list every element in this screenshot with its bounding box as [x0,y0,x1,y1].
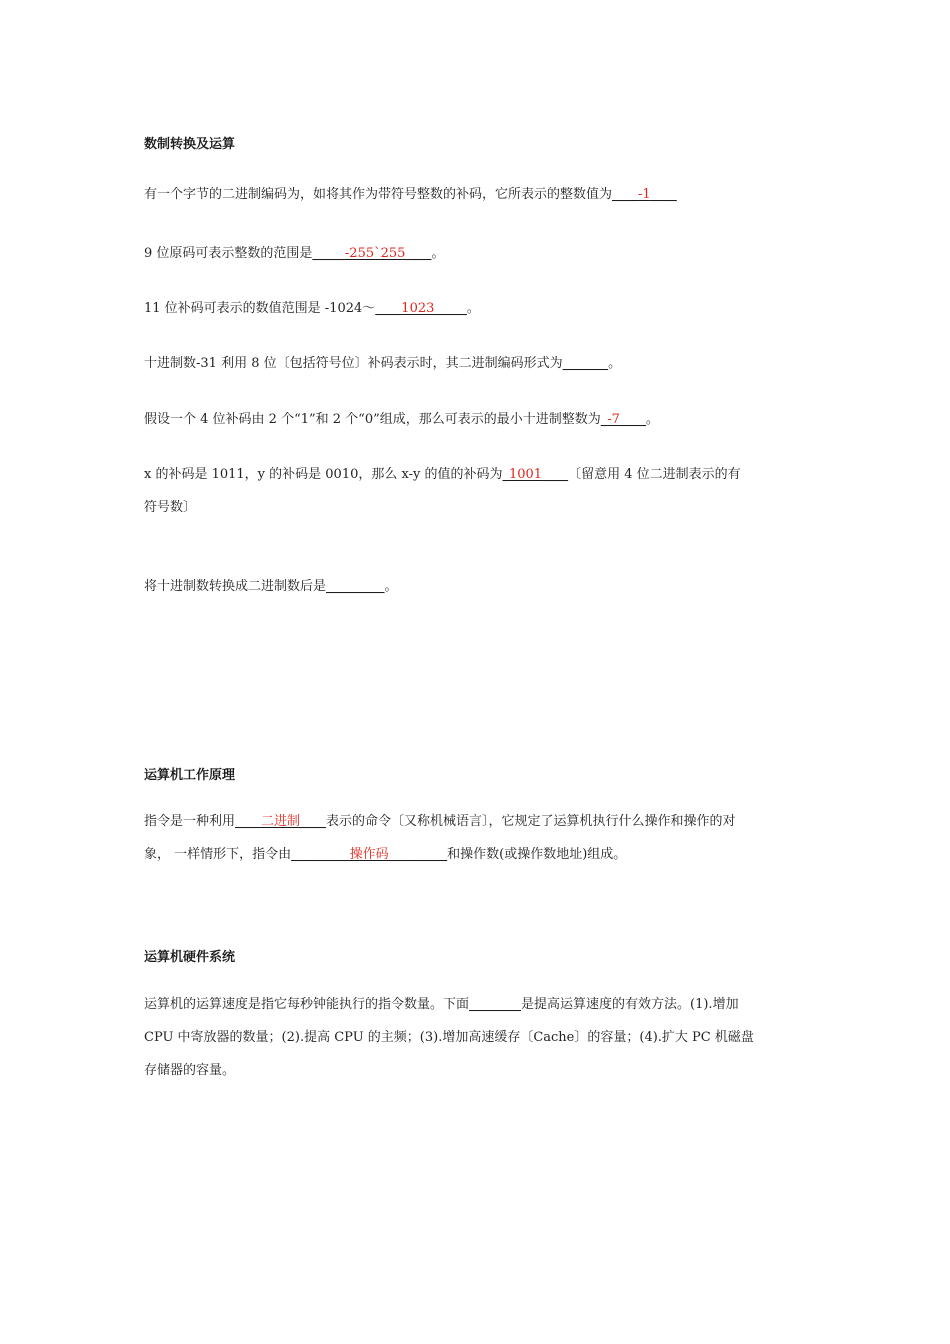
blank: ____ [619,412,646,427]
answer-text: 1001 [508,467,543,482]
blank: _________ [326,579,385,594]
question-line [144,458,812,491]
question-text: 9 位原码可表示整数的范围是 [144,246,313,261]
question-6 [144,458,812,524]
answer-text: 1023 [401,301,435,316]
blank: _________ [291,847,350,862]
blank: ____ [542,467,569,482]
answer-text: -1 [638,187,651,202]
question-text: 将十进制数转换成二进制数后是 [144,579,327,594]
question-text: 假设一个 4 位补码由 2 个“1”和 2 个“0”组成，那么可表示的最小十进制整数为 [144,412,601,427]
question-3 [144,292,812,325]
question-text: x 的补码是 1011，y 的补码是 0010，那么 x-y 的值的补码为 [144,467,503,482]
blank: _____ [312,246,345,261]
question-text: 。 [384,579,398,594]
question-instruction [144,805,812,871]
question-text: 〔留意用 4 位二进制表示的有 [568,467,741,482]
section-title-computer-principles: 运算机工作原理 [144,768,236,783]
section-title-number-systems: 数制转换及运算 [144,137,236,152]
question-text: 。 [466,301,480,316]
blank: _______ [562,356,609,371]
question-line [144,838,812,871]
question-text: 有一个字节的二进制编码为，如将其作为带符号整数的补码，它所表示的整数值为 [144,187,613,202]
question-line: CPU 中寄放器的数量；(2).提高 CPU 的主频；(3).增加高速缓存〔Cache〕的容量；(4).扩大 PC 机磁盘 [144,1030,754,1045]
question-2 [144,237,812,270]
question-1 [144,178,812,211]
question-line: 存储器的容量。 [144,1063,236,1078]
blank: _________ [388,847,448,862]
answer-text: -255`255 [344,246,406,261]
blank: ____ [650,187,677,202]
section-title-hardware-system: 运算机硬件系统 [144,950,236,965]
answer-text: 二进制 [261,814,301,829]
question-text: 十进制数-31 利用 8 位〔包括符号位〕补码表示时，其二进制编码形式为 [144,356,563,371]
question-speed [144,988,812,1087]
answer-text: 操作码 [349,847,389,862]
blank: _ [502,467,509,482]
blank: ____ [375,301,402,316]
question-4 [144,347,812,380]
answer-text: -7 [607,412,620,427]
blank: _ [600,412,608,427]
question-7 [144,570,812,603]
question-text: 是提高运算速度的有效方法。(1).增加 [521,997,739,1012]
blank: ____ [612,187,639,202]
question-text: 。 [645,412,659,427]
blank: ________ [469,997,522,1012]
question-text: 表示的命令〔又称机械语言〕，它规定了运算机执行什么操作和操作的对 [326,814,736,829]
blank: ____ [300,814,327,829]
blank: ____ [235,814,262,829]
blank: ____ [405,246,432,261]
question-line: 符号数〕 [144,500,197,515]
question-5 [144,403,812,436]
question-text: 运算机的运算速度是指它每秒钟能执行的指令数量。下面 [144,997,470,1012]
question-line [144,805,812,838]
blank: _____ [434,301,467,316]
question-line [144,988,812,1021]
question-text: 。 [431,246,445,261]
question-text: 和操作数(或操作数地址)组成。 [447,847,627,862]
question-text: 指令是一种利用 [144,814,236,829]
question-text: 。 [608,356,622,371]
question-text: 象， 一样情形下，指令由 [144,847,292,862]
question-text: 11 位补码可表示的数值范围是 -1024～ [144,301,376,316]
